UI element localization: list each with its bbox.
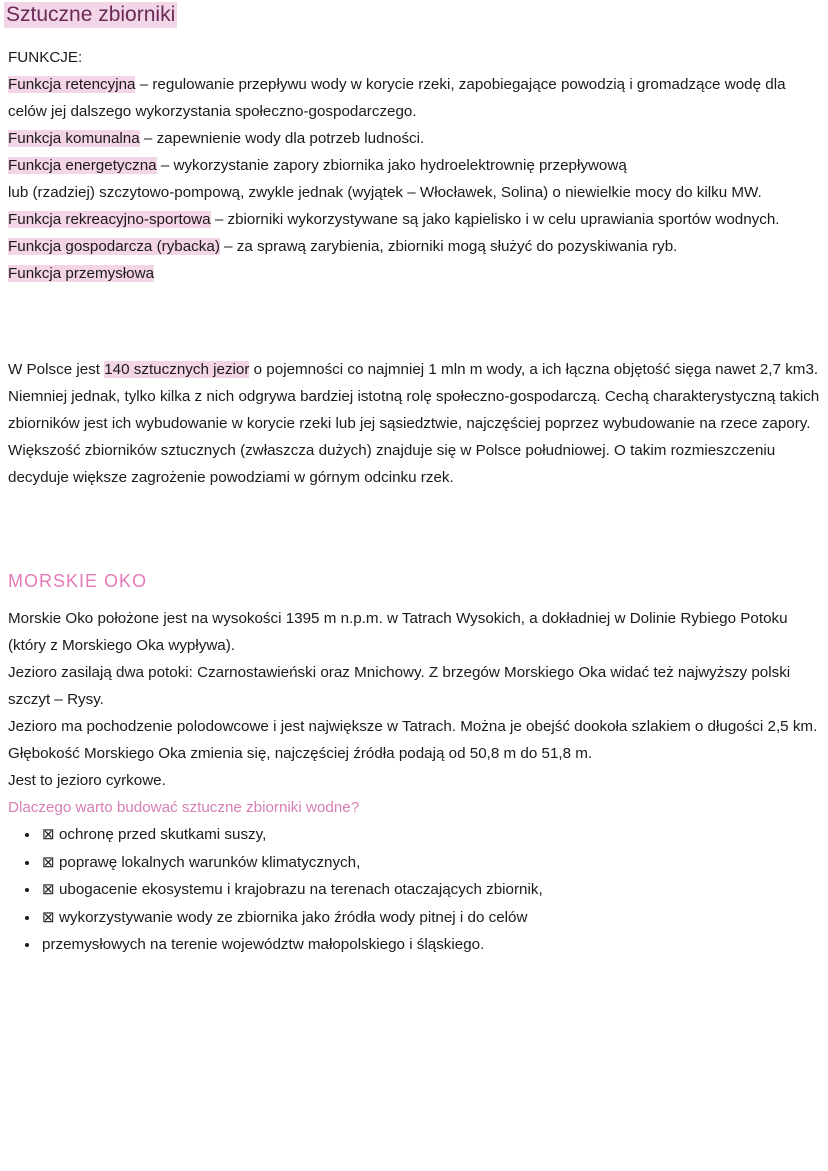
poland-paragraph: Niemniej jednak, tylko kilka z nich odgrywa bardziej istotną rolę społeczno-gospodarczą. Cechą charakterystyczną takich zbiorników jest ich wybudowanie w korycie rzeki lub jej sąsiedztwie, najczęściej poprzez wybudowanie na rzece zapory. (8, 388, 820, 432)
morskie-oko-section (8, 568, 820, 959)
function-name: Funkcja komunalna (8, 130, 140, 147)
function-desc: – regulowanie przepływu wody w korycie rzeki, zapobiegające powodzią i gromadzące wodę dla celów jej dalszego wykorzystania społeczno-gospodarczego. (8, 76, 786, 120)
list-item: • ⊠ ochronę przed skutkami suszy, (40, 821, 820, 849)
functions-section (8, 44, 820, 287)
function-item (8, 152, 820, 179)
function-name: Funkcja gospodarcza (rybacka) (8, 238, 220, 255)
function-item (8, 179, 820, 206)
function-desc: lub (rzadziej) szczytowo-pompową, zwykle jednak (wyjątek – Włocławek, Solina) o niewielkie mocy do kilku MW. (8, 184, 762, 201)
text: o pojemności co najmniej 1 mln m wody, a ich łączna objętość sięga nawet 2,7 km3. (249, 361, 819, 378)
function-name: Funkcja energetyczna (8, 157, 157, 174)
section-heading: MORSKIE OKO (8, 571, 148, 591)
question-heading: Dlaczego warto budować sztuczne zbiorniki wodne? (8, 799, 360, 816)
poland-paragraph (8, 356, 820, 383)
function-desc: – zapewnienie wody dla potrzeb ludności. (139, 130, 425, 147)
function-name: Funkcja przemysłowa (8, 265, 155, 282)
poland-section (8, 356, 820, 491)
highlight: 140 sztucznych jezior (104, 361, 250, 378)
function-item (8, 125, 820, 152)
morskie-paragraph: Głębokość Morskiego Oka zmienia się, najczęściej źródła podają od 50,8 m do 51,8 m. (8, 745, 593, 762)
list-item: • ⊠ poprawę lokalnych warunków klimatycznych, (40, 849, 820, 877)
function-name: Funkcja rekreacyjno-sportowa (8, 211, 211, 228)
list-item: • ⊠ ubogacenie ekosystemu i krajobrazu na terenach otaczających zbiornik, (40, 876, 820, 904)
list-item: • ⊠ wykorzystywanie wody ze zbiornika jako źródła wody pitnej i do celów (40, 904, 820, 932)
text: W Polsce jest (8, 361, 105, 378)
function-item (8, 206, 820, 233)
function-desc: – za sprawą zarybienia, zbiorniki mogą służyć do pozyskiwania ryb. (219, 238, 678, 255)
morskie-paragraph: Jezioro ma pochodzenie polodowcowe i jest największe w Tatrach. Można je obejść dookoła szlakiem o długości 2,5 km. (8, 718, 818, 735)
morskie-paragraph: Jezioro zasilają dwa potoki: Czarnostawieński oraz Mnichowy. Z brzegów Morskiego Oka widać też najwyższy polski szczyt – Rysy. (8, 664, 791, 708)
morskie-paragraph: Morskie Oko położone jest na wysokości 1395 m n.p.m. w Tatrach Wysokich, a dokładniej w Dolinie Rybiego Potoku (który z Morskiego Oka wypływa). (8, 610, 788, 654)
function-item (8, 260, 820, 287)
function-item (8, 233, 820, 260)
function-name: Funkcja retencyjna (8, 76, 136, 93)
morskie-paragraph: Jest to jezioro cyrkowe. (8, 772, 166, 789)
functions-heading: FUNKCJE: (8, 49, 83, 66)
list-item: • przemysłowych na terenie województw małopolskiego i śląskiego. (40, 931, 820, 959)
page-title: Sztuczne zbiorniki (6, 3, 176, 26)
function-desc: – zbiorniki wykorzystywane są jako kąpielisko i w celu uprawiania sportów wodnych. (210, 211, 780, 228)
benefits-list (8, 821, 820, 959)
poland-paragraph: Większość zbiorników sztucznych (zwłaszcza dużych) znajduje się w Polsce południowej. O takim rozmieszczeniu decyduje większe zagrożenie powodziami w górnym odcinku rzek. (8, 442, 776, 486)
function-item (8, 71, 820, 125)
function-desc: – wykorzystanie zapory zbiornika jako hydroelektrownię przepływową (156, 157, 627, 174)
